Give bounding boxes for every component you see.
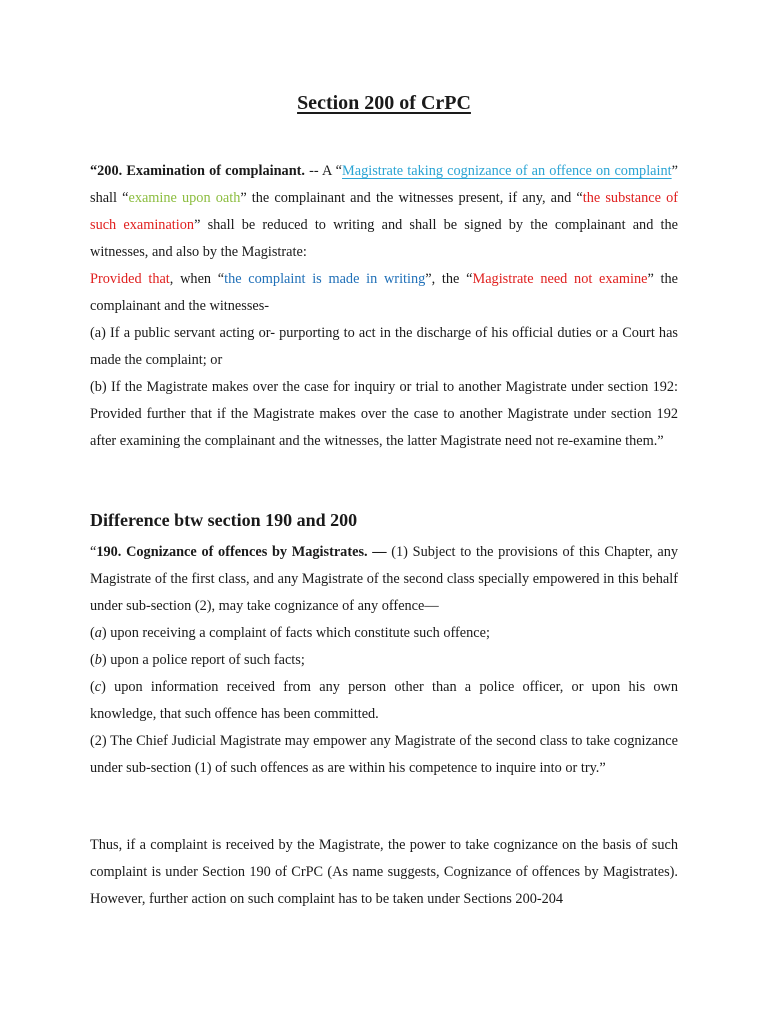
section-200-body: “200. Examination of complainant. -- A “Magistrate taking cognizance of an offence on complaint” shall “examine upon oath” the complainant and the witnesses present, if any, and “the substance of such examination” shall be reduced to writing and shall be signed by the complainant and the witnesses, and also by the Magistrate: (90, 163, 678, 260)
clause-a: (a) If a public servant acting or- purporting to act in the discharge of his official duties or a Court has made the complaint; or (90, 325, 678, 368)
magistrate-cognizance-link[interactable]: Magistrate taking cognizance of an offence on complaint (342, 163, 672, 179)
section-190-text (90, 539, 678, 782)
clause-b: (b) If the Magistrate makes over the case for inquiry or trial to another Magistrate under section 192: Provided further that if the Magistrate makes over the case to another Magistrate under section 192 after examining the complainant and the witnesses, the latter Magistrate need not re-examine them.” (90, 379, 678, 449)
highlight-provided-that: Provided that (90, 271, 170, 287)
open-quote: “ (90, 163, 98, 179)
highlight-examine-upon-oath: examine upon oath (128, 190, 241, 206)
section-200-text (90, 158, 678, 455)
conclusion-paragraph: Thus, if a complaint is received by the Magistrate, the power to take cognizance on the basis of such complaint is under Section 190 of CrPC (As name suggests, Cognizance of offences by Magistrates). However, further action on such complaint has to be taken under Sections 200-204 (90, 837, 678, 907)
section-190-heading: 190. Cognizance of offences by Magistrates. — (96, 544, 387, 560)
clause-190-b: (b) upon a police report of such facts; (90, 652, 305, 668)
clause-190-2: (2) The Chief Judicial Magistrate may empower any Magistrate of the second class to take cognizance under sub-section (1) of such offences as are within his competence to inquire into or try.” (90, 733, 678, 776)
page-title: Section 200 of CrPC (297, 92, 471, 114)
difference-heading: Difference btw section 190 and 200 (90, 510, 358, 530)
highlight-complaint-in-writing: the complaint is made in writing (224, 271, 426, 287)
proviso-line: Provided that, when “the complaint is made in writing”, the “Magistrate need not examine” the complainant and the witnesses- (90, 271, 679, 314)
clause-190-a: (a) upon receiving a complaint of facts which constitute such offence; (90, 625, 490, 641)
highlight-need-not-examine: Magistrate need not examine (472, 271, 648, 287)
section-190-intro: “190. Cognizance of offences by Magistrates. — (1) Subject to the provisions of this Chapter, any Magistrate of the first class, and any Magistrate of the second class specially empowered in this behalf under sub-section (2), may take cognizance of any offence— (90, 544, 678, 614)
section-200-heading: 200. Examination of complainant. (97, 163, 305, 179)
highlight-substance-of-examination: the substance of such examination (90, 190, 678, 233)
clause-190-c: (c) upon information received from any person other than a police officer, or upon his own knowledge, that such offence has been committed. (90, 679, 678, 722)
